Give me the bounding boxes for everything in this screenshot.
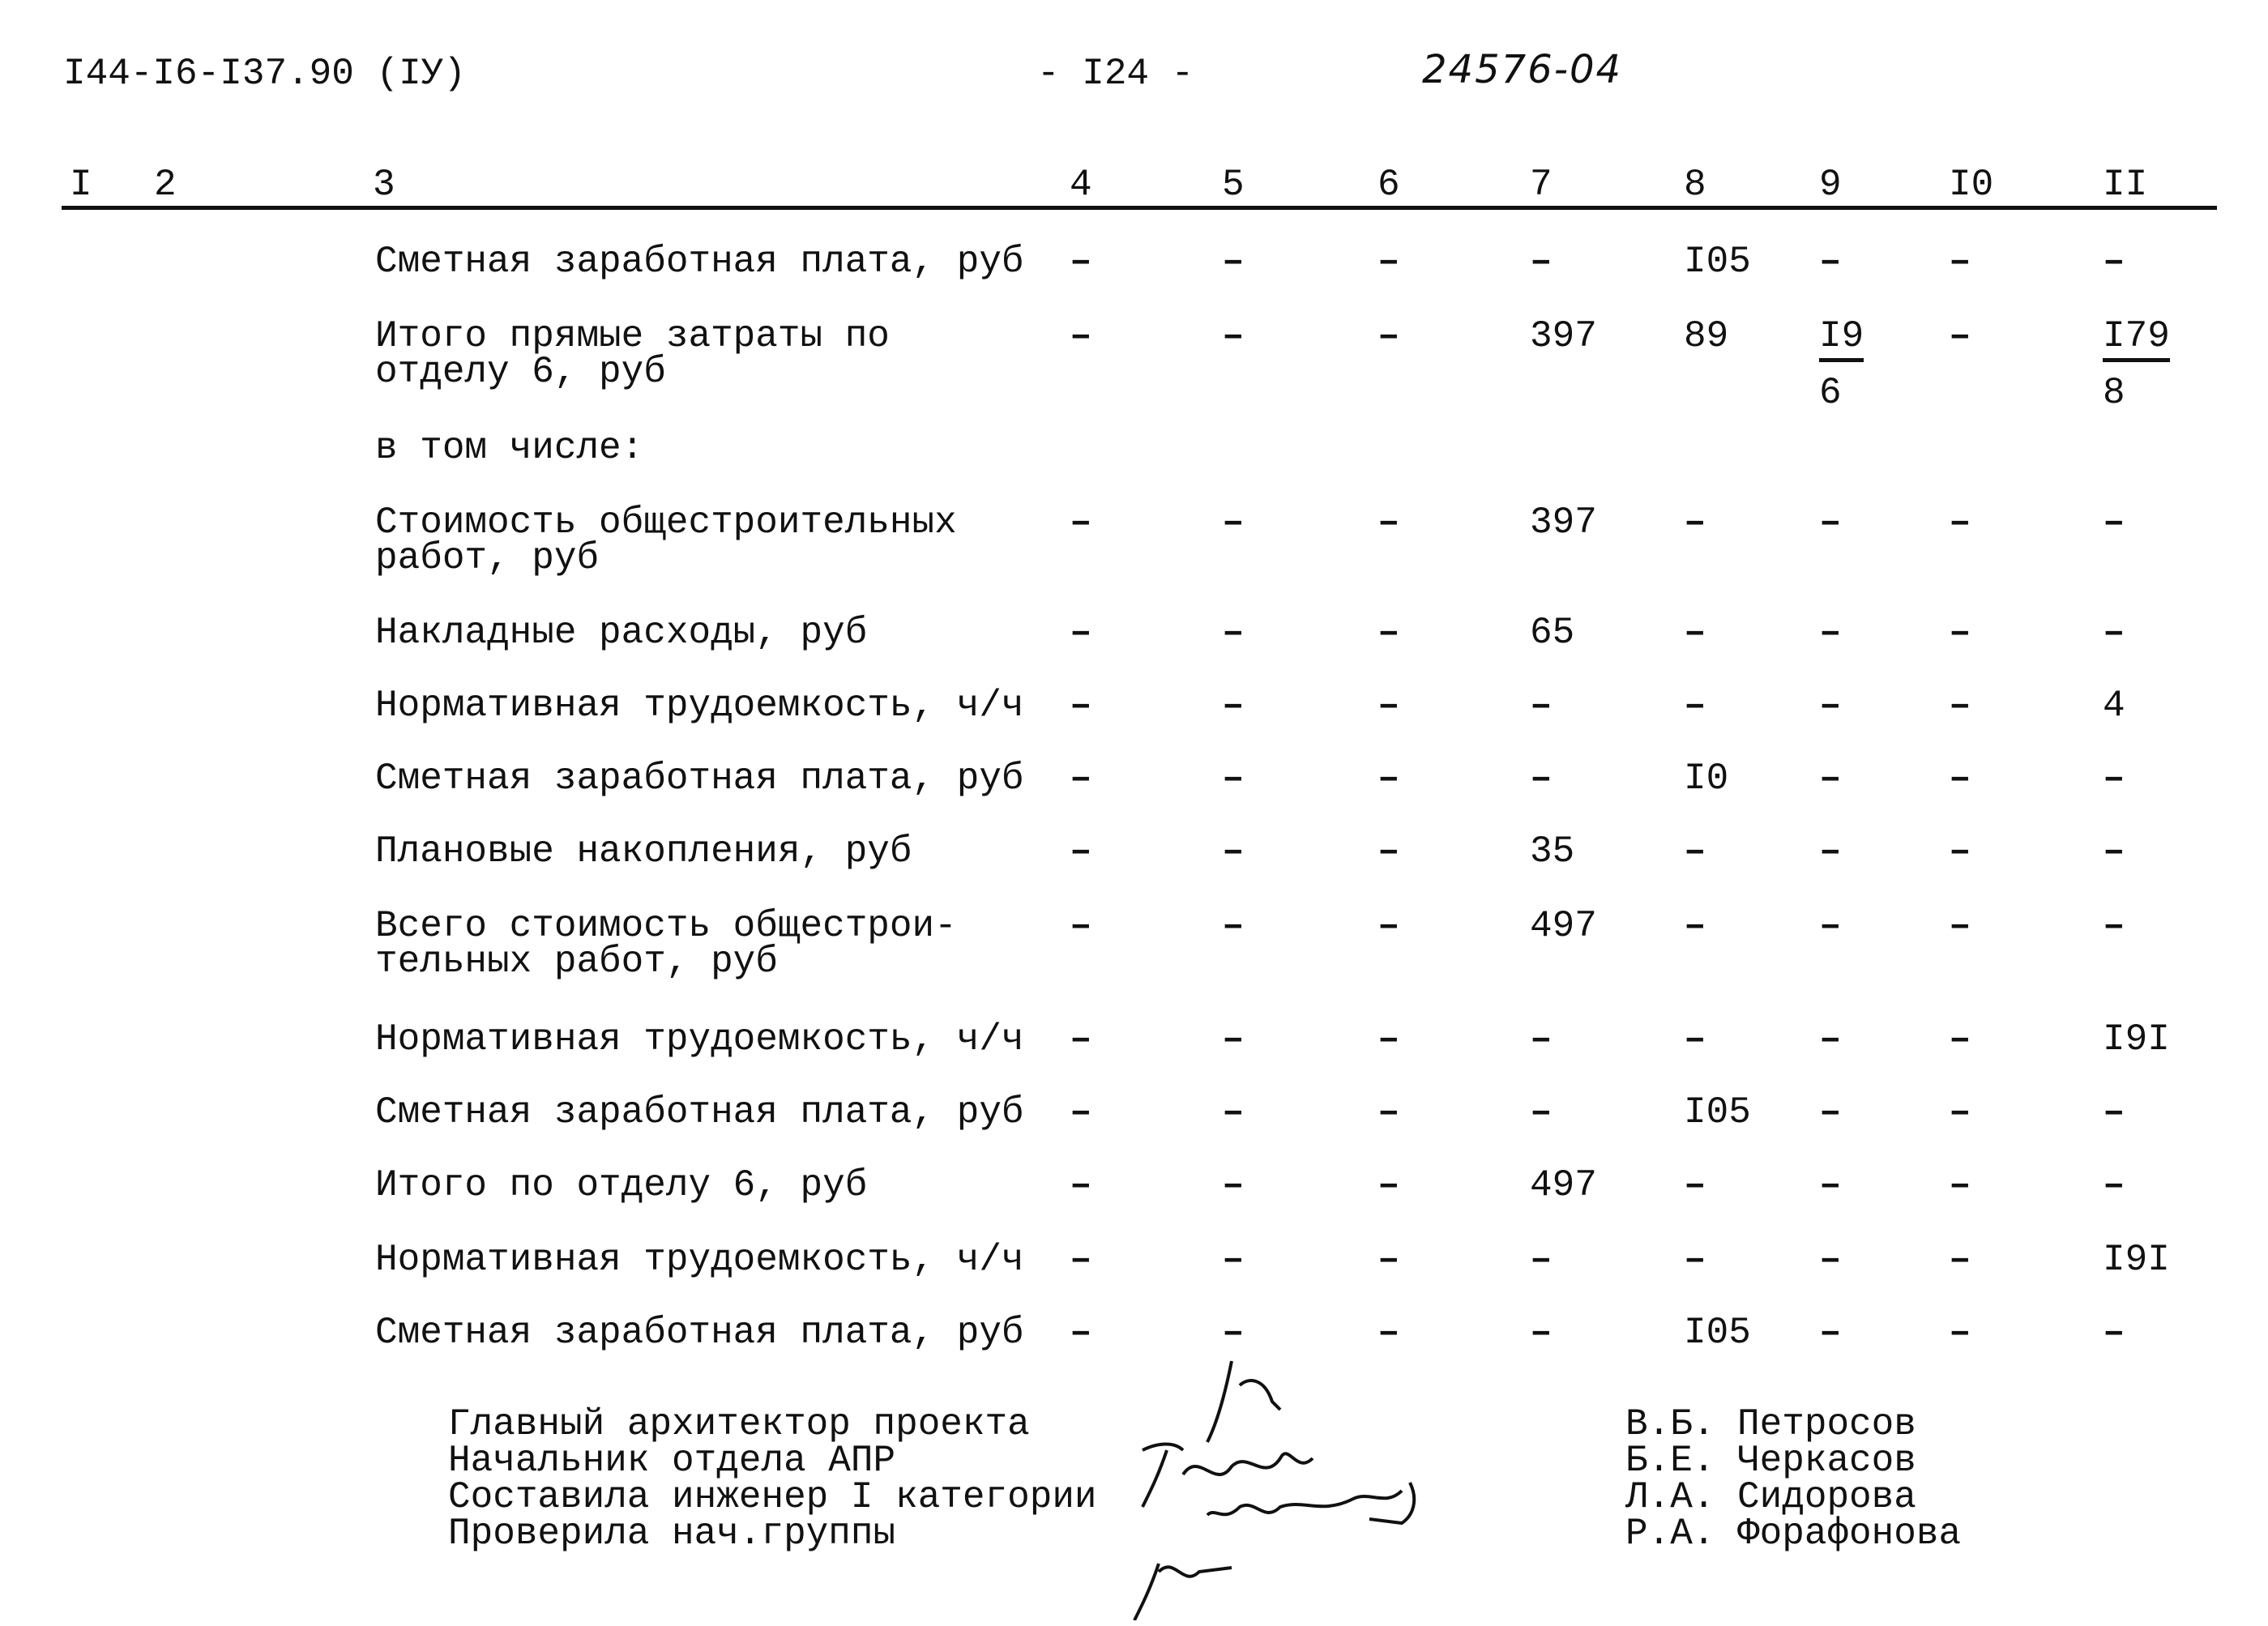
row-label: Плановые накопления, руб: [375, 830, 912, 873]
table-cell: –: [1070, 612, 1092, 654]
table-cell: –: [1222, 1018, 1245, 1061]
column-number: I0: [1949, 164, 1994, 206]
signatory-name: Р.А. Форафонова: [1625, 1513, 1962, 1555]
row-label: Сметная заработная плата, руб: [375, 241, 1024, 283]
table-cell: –: [1070, 905, 1092, 947]
table-cell: –: [1377, 315, 1400, 357]
table-cell: –: [1949, 1239, 1971, 1281]
signatory-position: Главный архитектор проекта: [448, 1403, 1030, 1445]
table-cell: –: [1530, 1091, 1553, 1133]
table-cell: –: [2103, 612, 2125, 654]
row-label: Накладные расходы, руб: [375, 612, 868, 654]
table-cell: –: [1222, 501, 1245, 544]
table-cell: –: [1684, 1018, 1706, 1061]
table-cell: –: [1684, 1164, 1706, 1206]
row-label: Нормативная трудоемкость, ч/ч: [375, 1239, 1024, 1281]
table-cell: –: [1684, 685, 1706, 727]
column-number: 4: [1070, 164, 1092, 206]
table-cell: –: [1070, 830, 1092, 873]
signatory-name: Л.А. Сидорова: [1625, 1476, 1916, 1518]
table-cell: –: [1819, 830, 1842, 873]
fraction-denominator: 8: [2103, 372, 2125, 414]
table-cell: –: [1070, 1018, 1092, 1061]
table-cell: 4: [2103, 685, 2125, 727]
column-number: I: [70, 164, 92, 206]
table-cell: I9I: [2103, 1239, 2170, 1281]
column-number: 2: [154, 164, 177, 206]
table-cell: –: [1070, 1164, 1092, 1206]
table-cell: 397: [1530, 315, 1597, 357]
column-number: II: [2103, 164, 2148, 206]
table-cell: –: [1949, 241, 1971, 283]
table-cell: –: [1949, 1018, 1971, 1061]
table-cell: –: [1949, 758, 1971, 800]
row-label: Сметная заработная плата, руб: [375, 758, 1024, 800]
table-cell: –: [2103, 501, 2125, 544]
table-cell: –: [1949, 1312, 1971, 1354]
table-cell: I05: [1684, 241, 1751, 283]
table-cell: –: [1377, 830, 1400, 873]
column-number: 5: [1222, 164, 1245, 206]
table-cell: –: [1222, 1164, 1245, 1206]
table-cell: –: [1222, 1091, 1245, 1133]
table-cell: –: [2103, 830, 2125, 873]
table-cell: –: [1819, 685, 1842, 727]
table-cell: –: [2103, 905, 2125, 947]
table-cell: –: [1819, 1312, 1842, 1354]
header-rule: [62, 206, 2217, 210]
table-cell: –: [1377, 1312, 1400, 1354]
table-cell: –: [1530, 1239, 1553, 1281]
table-cell: –: [1819, 501, 1842, 544]
table-cell: –: [1070, 1091, 1092, 1133]
fraction-numerator: I9: [1819, 318, 1864, 362]
table-cell: –: [2103, 1164, 2125, 1206]
table-cell: –: [1222, 315, 1245, 357]
table-cell: –: [2103, 758, 2125, 800]
row-label: Итого по отделу 6, руб: [375, 1164, 868, 1206]
table-cell: –: [1377, 241, 1400, 283]
table-cell: –: [1949, 905, 1971, 947]
table-cell: 35: [1530, 830, 1575, 873]
table-cell: –: [1377, 1091, 1400, 1133]
table-cell: –: [1222, 1239, 1245, 1281]
table-cell: –: [1684, 612, 1706, 654]
table-cell: –: [1070, 241, 1092, 283]
table-cell: –: [2103, 1091, 2125, 1133]
table-cell: –: [1222, 612, 1245, 654]
table-cell: –: [1684, 830, 1706, 873]
table-cell: –: [1070, 315, 1092, 357]
table-cell: 65: [1530, 612, 1575, 654]
table-cell: –: [1819, 758, 1842, 800]
table-cell: –: [1819, 1164, 1842, 1206]
table-cell: –: [1222, 1312, 1245, 1354]
table-cell: 397: [1530, 501, 1597, 544]
table-cell: –: [1530, 1312, 1553, 1354]
table-cell: –: [1684, 905, 1706, 947]
row-label: Всего стоимость общестрои-: [375, 905, 957, 947]
table-cell: –: [1819, 1018, 1842, 1061]
table-cell: –: [1377, 685, 1400, 727]
row-label: Итого прямые затраты по: [375, 315, 890, 357]
handwritten-signatures: [1110, 1353, 1531, 1620]
table-cell: I05: [1684, 1091, 1751, 1133]
table-cell: 497: [1530, 1164, 1597, 1206]
table-cell: –: [1222, 905, 1245, 947]
table-cell: –: [1949, 501, 1971, 544]
row-label: Нормативная трудоемкость, ч/ч: [375, 685, 1024, 727]
table-cell: –: [1530, 241, 1553, 283]
row-label: Стоимость общестроительных: [375, 501, 957, 544]
handwritten-archive-number: 24576-04: [1422, 47, 1623, 92]
page-number: - I24 -: [1037, 53, 1194, 95]
table-cell: –: [1377, 1239, 1400, 1281]
table-cell: –: [1949, 830, 1971, 873]
table-cell: I05: [1684, 1312, 1751, 1354]
signatory-position: Начальник отдела АПР: [448, 1440, 896, 1482]
row-label: Сметная заработная плата, руб: [375, 1091, 1024, 1133]
signatory-position: Составила инженер I категории: [448, 1476, 1097, 1518]
table-cell: –: [1070, 758, 1092, 800]
row-label: отделу 6, руб: [375, 351, 666, 393]
signatory-position: Проверила нач.группы: [448, 1513, 896, 1555]
table-cell: –: [1222, 241, 1245, 283]
table-cell: –: [1070, 501, 1092, 544]
table-cell: –: [1222, 685, 1245, 727]
table-cell: –: [1819, 1239, 1842, 1281]
table-cell: –: [2103, 241, 2125, 283]
document-code: I44-I6-I37.90 (IУ): [63, 53, 466, 95]
fraction-numerator: I79: [2103, 318, 2170, 362]
column-number: 7: [1530, 164, 1553, 206]
table-cell: –: [1530, 758, 1553, 800]
table-cell: –: [1819, 612, 1842, 654]
table-cell: –: [1949, 1091, 1971, 1133]
table-cell: –: [1684, 1239, 1706, 1281]
table-cell: –: [1222, 758, 1245, 800]
table-cell: 89: [1684, 315, 1729, 357]
signatory-name: В.Б. Петросов: [1625, 1403, 1916, 1445]
table-cell: –: [1070, 1239, 1092, 1281]
table-cell: I9I: [2103, 1018, 2170, 1061]
signatory-name: Б.Е. Черкасов: [1625, 1440, 1916, 1482]
table-cell: –: [1377, 612, 1400, 654]
table-cell: –: [1377, 501, 1400, 544]
row-label: в том числе:: [375, 427, 644, 469]
table-cell: 497: [1530, 905, 1597, 947]
column-number: 6: [1377, 164, 1400, 206]
table-cell: –: [1819, 241, 1842, 283]
table-cell: –: [2103, 1312, 2125, 1354]
table-cell: –: [1949, 1164, 1971, 1206]
column-number: 8: [1684, 164, 1706, 206]
table-cell: –: [1070, 1312, 1092, 1354]
table-cell: –: [1530, 685, 1553, 727]
table-cell: –: [1377, 1018, 1400, 1061]
table-cell: –: [1684, 501, 1706, 544]
table-cell: –: [1070, 685, 1092, 727]
table-cell: –: [1530, 1018, 1553, 1061]
table-cell: –: [1819, 905, 1842, 947]
fraction-denominator: 6: [1819, 372, 1842, 414]
table-cell: –: [1377, 1164, 1400, 1206]
table-cell: –: [1377, 758, 1400, 800]
row-label: работ, руб: [375, 537, 600, 579]
table-cell: I0: [1684, 758, 1729, 800]
table-cell: –: [1949, 315, 1971, 357]
row-label: тельных работ, руб: [375, 941, 778, 983]
table-cell: –: [1819, 1091, 1842, 1133]
column-number: 3: [373, 164, 395, 206]
row-label: Сметная заработная плата, руб: [375, 1312, 1024, 1354]
table-cell: –: [1377, 905, 1400, 947]
table-cell: –: [1222, 830, 1245, 873]
table-cell: –: [1949, 685, 1971, 727]
column-number: 9: [1819, 164, 1842, 206]
row-label: Нормативная трудоемкость, ч/ч: [375, 1018, 1024, 1061]
table-cell: –: [1949, 612, 1971, 654]
